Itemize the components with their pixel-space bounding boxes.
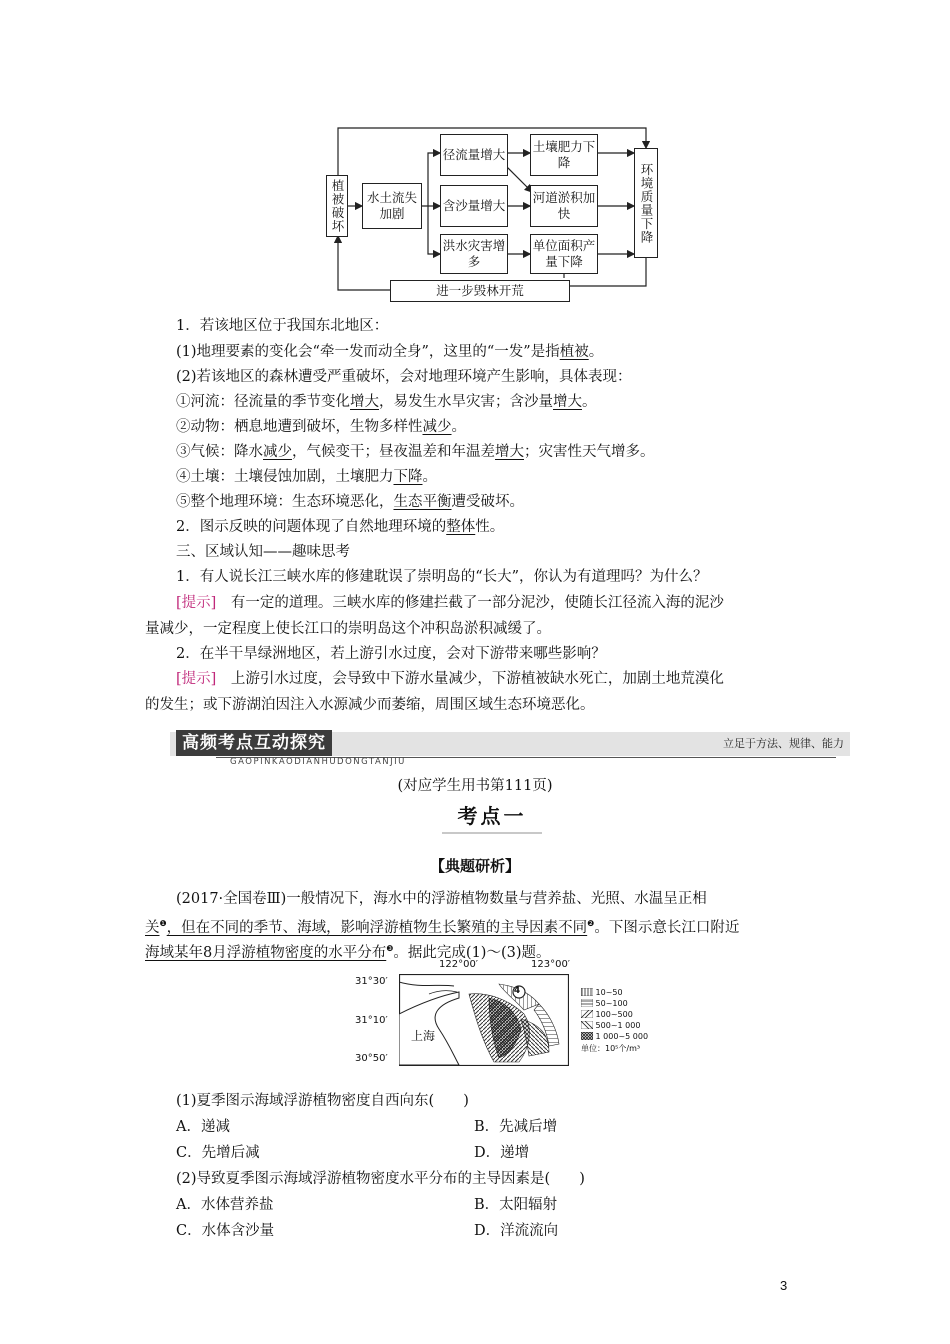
q1-stem: (1)夏季图示海域浮游植物密度自西向东( ) — [176, 1093, 469, 1109]
map-frame — [399, 974, 569, 1066]
text: 2．图示反映的问题体现了自然地理环境的 — [176, 519, 447, 535]
plankton-map — [355, 960, 675, 1075]
text: 上游引水过度，会导致中下游水量减少，下游植被缺水死亡，加剧土地荒漠化 — [230, 671, 724, 687]
box-zhibei: 植被破坏 — [326, 175, 348, 237]
box-danwei: 单位面积产量下降 — [530, 234, 598, 274]
text: 。 — [451, 419, 466, 435]
page-number: 3 — [780, 1278, 788, 1293]
legend-label: 100~500 — [595, 1010, 633, 1019]
note-marker: ❸ — [386, 944, 394, 953]
answer-blank: 生态平衡 — [393, 494, 452, 510]
line-3: (2)若该地区的森林遭受严重破坏，会对地理环境产生影响，具体表现： — [176, 369, 632, 385]
banner-pinyin: GAOPINKAODIANHUDONGTANJIU — [230, 757, 406, 767]
dianti-heading: 【典题研析】 — [429, 857, 520, 875]
city-label: 上海 — [411, 1029, 436, 1043]
box-hongshui: 洪水灾害增多 — [440, 234, 508, 274]
line-4 — [176, 391, 597, 413]
page-reference: (对应学生用书第111页) — [397, 778, 553, 794]
box-shuitu: 水土流失加剧 — [362, 183, 422, 229]
text: 性。 — [475, 519, 505, 535]
hint-label: [提示] — [176, 671, 217, 687]
answer-blank: 整体 — [446, 519, 476, 535]
text: ，气候变干；昼夜温差和年温差 — [292, 444, 495, 460]
answer-blank: 减少 — [422, 419, 452, 435]
text: ①河流：径流量的季节变化 — [176, 394, 350, 410]
box-feili: 土壤肥力下降 — [530, 134, 598, 176]
legend-swatch — [581, 1021, 593, 1029]
text: 有一定的道理。三峡水库的修建拦截了一部分泥沙，使随长江径流入海的泥沙 — [230, 595, 724, 611]
answer-blank: 下降 — [393, 469, 423, 485]
question-2: 2．在半干旱绿洲地区，若上游引水过度，会对下游带来哪些影响？ — [176, 646, 606, 662]
legend-label: 500~1 000 — [595, 1021, 641, 1030]
text: ②动物：栖息地遭到破坏，生物多样性 — [176, 419, 423, 435]
line-7 — [176, 466, 437, 488]
q2-stem: (2)导致夏季图示海域浮游植物密度水平分布的主导因素是( ) — [176, 1171, 585, 1187]
question-stem-1: (2017·全国卷Ⅲ)一般情况下，海水中的浮游植物数量与营养盐、光照、水温呈正相 — [176, 891, 707, 907]
line-6 — [176, 441, 655, 463]
text: ；灾害性天气增多。 — [524, 444, 655, 460]
lat-label: 30°50′ — [355, 1053, 388, 1064]
line-1: 1．若该地区位于我国东北地区： — [176, 318, 389, 334]
question-stem-2 — [145, 913, 739, 939]
legend-swatch — [581, 988, 593, 996]
legend-swatch — [581, 1010, 593, 1018]
line-8 — [176, 491, 524, 513]
legend-label: 1 000~5 000 — [595, 1032, 649, 1041]
legend-item — [581, 1032, 648, 1043]
section-heading: 三、区域认知——趣味思考 — [176, 544, 350, 560]
legend-item — [581, 988, 623, 999]
line-2 — [176, 341, 603, 363]
legend-swatch — [581, 1032, 593, 1040]
box-yuji: 河道淤积加快 — [530, 185, 598, 227]
legend-item — [581, 1021, 640, 1032]
answer-blank: 减少 — [263, 444, 292, 460]
text: ，易发生水旱灾害；含沙量 — [379, 394, 553, 410]
banner-title: 高频考点互动探究 — [176, 730, 332, 756]
text: 。 — [422, 469, 437, 485]
legend-swatch — [581, 999, 593, 1007]
legend-item — [581, 1010, 633, 1021]
text: 。 — [582, 394, 597, 410]
legend-item — [581, 999, 628, 1010]
line-5 — [176, 416, 466, 438]
hint-1-cont: 量减少，一定程度上使长江口的崇明岛这个冲积岛淤积减缓了。 — [145, 621, 551, 637]
legend-label: 10~50 — [595, 988, 623, 997]
legend-unit: 单位：10⁵个/m³ — [581, 1044, 641, 1053]
q1-option-b: B．先减后增 — [474, 1119, 558, 1135]
answer-blank: 增大 — [553, 394, 582, 410]
text: 。下图示意长江口附近 — [594, 919, 740, 936]
q1-option-c: C．先增后减 — [176, 1145, 260, 1161]
hint-2 — [176, 668, 724, 690]
box-huilin: 进一步毁林开荒 — [390, 280, 570, 302]
hint-1 — [176, 592, 724, 614]
hint-2-cont: 的发生；或下游湖泊因注入水源减少而萎缩，周围区域生态环境恶化。 — [145, 697, 595, 713]
lon-label: 123°00′ — [531, 959, 571, 970]
answer-blank: 植被 — [559, 344, 589, 360]
legend-label: 50~100 — [595, 999, 628, 1008]
hint-label: [提示] — [176, 595, 217, 611]
text: 。据此完成(1)～(3)题。 — [393, 944, 551, 961]
lon-label: 122°00′ — [439, 959, 479, 970]
q1-option-d: D．递增 — [474, 1145, 530, 1161]
box-hansha: 含沙量增大 — [440, 185, 508, 227]
banner-tagline: 立足于方法、规律、能力 — [723, 737, 844, 750]
kaodian-text: 考点一 — [457, 804, 527, 828]
text: (1)地理要素的变化会“牵一发而动全身”，这里的“一发”是指 — [176, 344, 560, 360]
marker-number: 4 — [513, 986, 521, 996]
section-banner — [170, 730, 850, 766]
underlined: ，但在不同的季节、海域，影响浮游植物生长繁殖的主导因素不同 — [166, 919, 588, 936]
box-huanjing: 环境质量下降 — [634, 148, 658, 258]
q1-option-a: A．递减 — [176, 1119, 230, 1135]
q2-option-d: D．洋流流向 — [474, 1223, 559, 1239]
text: ③气候：降水 — [176, 444, 263, 460]
note-marker: ❷ — [587, 919, 595, 928]
underlined: 海域某年8月浮游植物密度的水平分布 — [145, 944, 387, 961]
text: 。 — [588, 344, 604, 360]
question-1: 1．有人说长江三峡水库的修建耽误了崇明岛的“长大”，你认为有道理吗？为什么？ — [176, 569, 708, 585]
box-jingliu: 径流量增大 — [440, 134, 508, 176]
lat-label: 31°10′ — [355, 1015, 388, 1026]
text: ④土壤：土壤侵蚀加剧，土壤肥力 — [176, 469, 394, 485]
note-marker: ❶ — [159, 919, 167, 928]
kaodian-title — [442, 802, 542, 832]
underlined: 关 — [145, 919, 160, 936]
q2-option-b: B．太阳辐射 — [474, 1197, 558, 1213]
q2-option-c: C．水体含沙量 — [176, 1223, 275, 1239]
text: ⑤整个地理环境：生态环境恶化， — [176, 494, 394, 510]
answer-blank: 增大 — [495, 444, 524, 460]
lat-label: 31°30′ — [355, 976, 388, 987]
line-9 — [176, 516, 504, 538]
q2-option-a: A．水体营养盐 — [176, 1197, 274, 1213]
answer-blank: 增大 — [350, 394, 379, 410]
text: 遭受破坏。 — [451, 494, 524, 510]
